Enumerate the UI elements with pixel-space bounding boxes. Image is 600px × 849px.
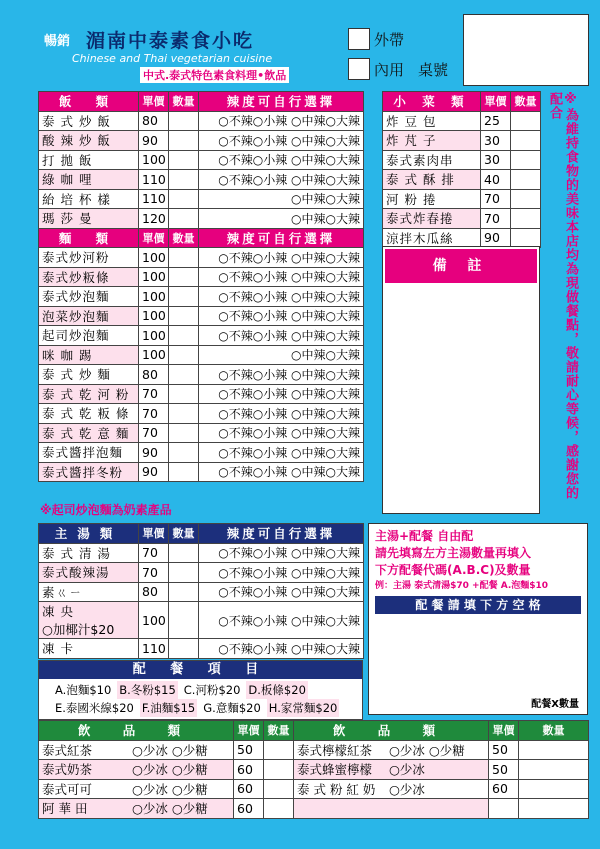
menu-row bbox=[39, 543, 364, 563]
item-name-line: 泰 式 清 湯 bbox=[42, 545, 111, 561]
item-price: 100 bbox=[139, 326, 169, 346]
drink-price: 50 bbox=[489, 760, 519, 780]
page-title: 湄南中泰素食小吃 bbox=[86, 30, 255, 52]
qty-heading: 數量 bbox=[169, 228, 199, 248]
rice-noodle-table bbox=[38, 91, 364, 482]
subtitle-zh: 中式.泰式特色素食料理•飲品 bbox=[140, 67, 289, 83]
drink-qty-field[interactable] bbox=[264, 760, 294, 780]
takeout-label: 外帶 bbox=[374, 30, 405, 49]
item-price: 25 bbox=[481, 111, 511, 131]
qty-heading: 數量 bbox=[169, 92, 199, 112]
drink-options[interactable]: ○少冰 ○少糖 bbox=[132, 781, 208, 797]
drink-qty-field[interactable] bbox=[519, 799, 589, 819]
drink-options[interactable]: ○少冰 bbox=[389, 762, 425, 778]
drink-qty-field[interactable] bbox=[264, 740, 294, 760]
table-label: 桌號 bbox=[418, 60, 449, 79]
menu-row bbox=[39, 248, 364, 268]
item-name: 泰式炒粄條 bbox=[39, 267, 139, 287]
item-name: 泰 式 乾 粄 條 bbox=[39, 404, 139, 424]
item-price: 70 bbox=[139, 543, 169, 563]
item-name: 泰式炒河粉 bbox=[39, 248, 139, 268]
item-price: 90 bbox=[139, 131, 169, 151]
menu-row bbox=[39, 602, 364, 639]
sides-row bbox=[53, 699, 348, 717]
table-header bbox=[39, 524, 364, 544]
item-price: 70 bbox=[481, 189, 511, 209]
item-qty-field[interactable] bbox=[169, 287, 199, 307]
item-qty-field[interactable] bbox=[169, 267, 199, 287]
menu-row bbox=[39, 189, 364, 209]
item-price: 100 bbox=[139, 150, 169, 170]
menu-row bbox=[39, 287, 364, 307]
spice-options[interactable]: ○不辣○小辣 ○中辣○大辣 bbox=[199, 365, 364, 385]
sides-block bbox=[38, 660, 363, 720]
drink-price: 60 bbox=[234, 760, 264, 780]
item-name: 綠 咖 哩 bbox=[39, 170, 139, 190]
menu-row bbox=[39, 443, 364, 463]
item-name bbox=[39, 563, 139, 583]
item-name: 泰 式 酥 排 bbox=[383, 170, 481, 190]
drink-item bbox=[39, 760, 234, 780]
menu-row bbox=[39, 365, 364, 385]
category-heading: 小 菜 類 bbox=[383, 92, 481, 112]
qty-heading: 數量 bbox=[511, 92, 541, 112]
item-qty-field[interactable] bbox=[169, 248, 199, 268]
combo-line3: 下方配餐代碼(A.B.C)及數量 bbox=[375, 563, 531, 577]
item-qty-field[interactable] bbox=[511, 189, 541, 209]
item-name bbox=[39, 582, 139, 602]
drink-item bbox=[39, 779, 234, 799]
item-price: 70 bbox=[139, 563, 169, 583]
category-heading: 主湯類 bbox=[39, 524, 139, 544]
price-heading: 單價 bbox=[139, 92, 169, 112]
item-name: 河 粉 捲 bbox=[383, 189, 481, 209]
spice-options[interactable]: ○不辣○小辣 ○中辣○大辣 bbox=[199, 563, 364, 583]
item-qty-field[interactable] bbox=[511, 111, 541, 131]
menu-row bbox=[39, 267, 364, 287]
spice-options[interactable]: ○中辣○大辣 bbox=[199, 209, 364, 229]
menu-row bbox=[39, 306, 364, 326]
item-qty-field[interactable] bbox=[169, 306, 199, 326]
table-header bbox=[39, 228, 364, 248]
drink-item bbox=[294, 779, 489, 799]
remarks-box[interactable] bbox=[382, 246, 540, 514]
item-qty-field[interactable] bbox=[169, 189, 199, 209]
drink-qty-field[interactable] bbox=[519, 760, 589, 780]
dinein-label: 內用 bbox=[374, 60, 405, 79]
price-heading: 單價 bbox=[139, 228, 169, 248]
spice-options[interactable]: ○不辣○小辣 ○中辣○大辣 bbox=[199, 111, 364, 131]
drink-item bbox=[39, 740, 234, 760]
item-price: 100 bbox=[139, 306, 169, 326]
item-qty-field[interactable] bbox=[511, 170, 541, 190]
menu-row bbox=[383, 170, 541, 190]
drink-options[interactable]: ○少冰 ○少糖 bbox=[132, 762, 208, 778]
item-price: 80 bbox=[139, 111, 169, 131]
item-qty-field[interactable] bbox=[169, 111, 199, 131]
item-price: 80 bbox=[139, 582, 169, 602]
drink-item bbox=[294, 740, 489, 760]
item-qty-field[interactable] bbox=[169, 423, 199, 443]
side-option[interactable]: E.泰國米線$20 bbox=[55, 701, 134, 715]
spice-heading: 辣度可自行選擇 bbox=[199, 524, 364, 544]
spice-options[interactable]: ○不辣○小辣 ○中辣○大辣 bbox=[199, 384, 364, 404]
item-addon: ○加椰汁$20 bbox=[42, 622, 115, 637]
item-price: 70 bbox=[139, 404, 169, 424]
subtitle-en: Chinese and Thai vegetarian cuisine bbox=[72, 52, 273, 65]
qty-heading: 數量 bbox=[519, 721, 589, 741]
menu-row bbox=[39, 209, 364, 229]
item-price: 90 bbox=[139, 443, 169, 463]
price-heading: 單價 bbox=[234, 721, 264, 741]
item-price: 100 bbox=[139, 267, 169, 287]
drink-qty-field[interactable] bbox=[264, 779, 294, 799]
menu-row bbox=[39, 345, 364, 365]
spice-options[interactable]: ○不辣○小辣 ○中辣○大辣 bbox=[199, 602, 364, 639]
item-name bbox=[39, 639, 139, 659]
drink-qty-field[interactable] bbox=[519, 740, 589, 760]
item-name: 泰式素肉串 bbox=[383, 150, 481, 170]
dinein-checkbox[interactable] bbox=[348, 58, 370, 80]
item-name: 瑪 莎 曼 bbox=[39, 209, 139, 229]
spice-options[interactable]: ○不辣○小辣 ○中辣○大辣 bbox=[199, 170, 364, 190]
spice-options[interactable]: ○不辣○小辣 ○中辣○大辣 bbox=[199, 443, 364, 463]
item-qty-field[interactable] bbox=[169, 443, 199, 463]
item-name: 泰 式 炒 麵 bbox=[39, 365, 139, 385]
takeout-checkbox[interactable] bbox=[348, 28, 370, 50]
item-qty-field[interactable] bbox=[169, 345, 199, 365]
sides-heading: 配 餐 項 目 bbox=[39, 661, 362, 679]
side-option[interactable]: F.油麵$15 bbox=[141, 701, 196, 715]
drink-item bbox=[294, 799, 489, 819]
drink-qty-field[interactable] bbox=[519, 779, 589, 799]
drink-options[interactable]: ○少冰 ○少糖 bbox=[132, 801, 208, 817]
item-qty-field[interactable] bbox=[169, 462, 199, 482]
item-name: 泰式醬拌泡麵 bbox=[39, 443, 139, 463]
drink-name: 阿 華 田 bbox=[42, 801, 88, 817]
snack-table bbox=[382, 91, 541, 248]
item-name: 涼拌木瓜絲 bbox=[383, 228, 481, 248]
item-name: 泰式炒泡麵 bbox=[39, 287, 139, 307]
menu-row bbox=[39, 423, 364, 443]
item-name: 咪 咖 踢 bbox=[39, 345, 139, 365]
item-name: 泰式醬拌冬粉 bbox=[39, 462, 139, 482]
combo-line1: 主湯+配餐 自由配 bbox=[375, 529, 474, 543]
drink-options[interactable]: ○少冰 ○少糖 bbox=[132, 742, 208, 758]
spice-options[interactable]: ○不辣○小辣 ○中辣○大辣 bbox=[199, 543, 364, 563]
spice-options[interactable]: ○不辣○小辣 ○中辣○大辣 bbox=[199, 462, 364, 482]
spice-options[interactable]: ○不辣○小辣 ○中辣○大辣 bbox=[199, 404, 364, 424]
dinein-option[interactable] bbox=[348, 58, 448, 80]
category-heading: 飲 品 類 bbox=[39, 721, 234, 741]
item-name: 打 拋 飯 bbox=[39, 150, 139, 170]
spice-options[interactable]: ○不辣○小辣 ○中辣○大辣 bbox=[199, 423, 364, 443]
spice-options[interactable]: ○不辣○小辣 ○中辣○大辣 bbox=[199, 248, 364, 268]
item-price: 70 bbox=[139, 384, 169, 404]
item-qty-field[interactable] bbox=[169, 170, 199, 190]
drink-name: 泰式奶茶 bbox=[42, 762, 93, 778]
menu-row bbox=[39, 111, 364, 131]
drink-row bbox=[39, 740, 589, 760]
spice-options[interactable]: ○不辣○小辣 ○中辣○大辣 bbox=[199, 150, 364, 170]
item-qty-field[interactable] bbox=[169, 404, 199, 424]
menu-row bbox=[39, 404, 364, 424]
item-price: 70 bbox=[481, 209, 511, 229]
combo-line2: 請先填寫左方主湯數量再填入 bbox=[375, 546, 532, 560]
qty-heading: 數量 bbox=[169, 524, 199, 544]
item-price: 100 bbox=[139, 345, 169, 365]
item-price: 100 bbox=[139, 602, 169, 639]
item-price: 40 bbox=[481, 170, 511, 190]
category-heading: 飯 類 bbox=[39, 92, 139, 112]
item-price: 90 bbox=[481, 228, 511, 248]
spice-options[interactable]: ○不辣○小辣 ○中辣○大辣 bbox=[199, 131, 364, 151]
side-option[interactable]: A.泡麵$10 bbox=[55, 683, 112, 697]
remarks-heading: 備 註 bbox=[385, 249, 537, 283]
side-option[interactable]: H.家常麵$20 bbox=[268, 701, 338, 715]
spice-options[interactable]: ○中辣○大辣 bbox=[199, 189, 364, 209]
combo-box bbox=[368, 523, 588, 715]
menu-row bbox=[39, 384, 364, 404]
logo: 暢銷 bbox=[44, 34, 71, 49]
table-header bbox=[39, 721, 589, 741]
spice-options[interactable]: ○不辣○小辣 ○中辣○大辣 bbox=[199, 326, 364, 346]
item-price: 80 bbox=[139, 365, 169, 385]
item-price: 30 bbox=[481, 131, 511, 151]
side-option[interactable]: B.冬粉$15 bbox=[119, 683, 176, 697]
item-name: 泰 式 乾 意 麵 bbox=[39, 423, 139, 443]
item-qty-field[interactable] bbox=[511, 228, 541, 248]
drink-row bbox=[39, 760, 589, 780]
item-qty-field[interactable] bbox=[169, 563, 199, 583]
drink-price: 50 bbox=[234, 740, 264, 760]
item-qty-field[interactable] bbox=[511, 209, 541, 229]
soup-table bbox=[38, 523, 364, 659]
item-qty-field[interactable] bbox=[169, 639, 199, 659]
menu-row bbox=[383, 209, 541, 229]
item-name: 泰 式 炒 飯 bbox=[39, 111, 139, 131]
menu-row bbox=[39, 462, 364, 482]
drink-row bbox=[39, 779, 589, 799]
menu-row bbox=[39, 326, 364, 346]
table-header bbox=[39, 92, 364, 112]
qty-heading: 數量 bbox=[264, 721, 294, 741]
spice-options[interactable]: ○不辣○小辣 ○中辣○大辣 bbox=[199, 639, 364, 659]
item-qty-field[interactable] bbox=[169, 209, 199, 229]
item-name-line: 凍 央 bbox=[42, 604, 74, 619]
spice-heading: 辣度可自行選擇 bbox=[199, 92, 364, 112]
item-price: 110 bbox=[139, 639, 169, 659]
category-heading: 麵 類 bbox=[39, 228, 139, 248]
item-qty-field[interactable] bbox=[169, 384, 199, 404]
item-name-line: 凍 卡 bbox=[42, 641, 74, 657]
item-name: 起司炒泡麵 bbox=[39, 326, 139, 346]
menu-row bbox=[39, 170, 364, 190]
price-heading: 單價 bbox=[489, 721, 519, 741]
drink-price bbox=[489, 799, 519, 819]
drink-name: 泰 式 粉 紅 奶 bbox=[297, 781, 376, 797]
item-price: 110 bbox=[139, 170, 169, 190]
spice-options[interactable]: ○不辣○小辣 ○中辣○大辣 bbox=[199, 287, 364, 307]
sides-row bbox=[53, 681, 348, 699]
menu-row bbox=[383, 228, 541, 248]
drink-name: 泰式檸檬紅茶 bbox=[297, 742, 373, 758]
item-qty-field[interactable] bbox=[169, 543, 199, 563]
spice-options[interactable]: ○中辣○大辣 bbox=[199, 345, 364, 365]
item-price: 100 bbox=[139, 287, 169, 307]
item-price: 120 bbox=[139, 209, 169, 229]
spice-options[interactable]: ○不辣○小辣 ○中辣○大辣 bbox=[199, 582, 364, 602]
item-price: 30 bbox=[481, 150, 511, 170]
item-name: 紿 培 杯 樣 bbox=[39, 189, 139, 209]
spice-options[interactable]: ○不辣○小辣 ○中辣○大辣 bbox=[199, 306, 364, 326]
item-qty-field[interactable] bbox=[169, 602, 199, 639]
drink-options[interactable]: ○少冰 ○少糖 bbox=[389, 742, 465, 758]
item-qty-field[interactable] bbox=[511, 150, 541, 170]
noodle-note: ※起司炒泡麵為奶素產品 bbox=[40, 503, 172, 517]
drink-price: 50 bbox=[489, 740, 519, 760]
item-name: 泰式炸春捲 bbox=[383, 209, 481, 229]
item-name: 泰 式 乾 河 粉 bbox=[39, 384, 139, 404]
item-price: 90 bbox=[139, 462, 169, 482]
combo-footer: 配餐X數量 bbox=[531, 699, 579, 710]
side-option[interactable]: G.意麵$20 bbox=[203, 701, 261, 715]
item-qty-field[interactable] bbox=[169, 365, 199, 385]
takeout-option[interactable] bbox=[348, 28, 404, 50]
item-qty-field[interactable] bbox=[169, 131, 199, 151]
drink-name: 泰式可可 bbox=[42, 781, 93, 797]
table-header bbox=[383, 92, 541, 112]
item-name-line: 泰式酸辣湯 bbox=[42, 565, 110, 581]
menu-row bbox=[39, 582, 364, 602]
side-option[interactable]: D.板條$20 bbox=[248, 683, 306, 697]
price-heading: 單價 bbox=[481, 92, 511, 112]
drink-price: 60 bbox=[234, 799, 264, 819]
drink-row bbox=[39, 799, 589, 819]
item-name: 炸 豆 包 bbox=[383, 111, 481, 131]
item-name: 炸 芃 子 bbox=[383, 131, 481, 151]
item-name: 泡菜炒泡麵 bbox=[39, 306, 139, 326]
menu-row bbox=[383, 150, 541, 170]
item-name-line: 素ㄍㄧ bbox=[42, 584, 83, 600]
menu-row bbox=[39, 150, 364, 170]
item-qty-field[interactable] bbox=[169, 326, 199, 346]
drink-name: 泰式紅茶 bbox=[42, 742, 93, 758]
price-heading: 單價 bbox=[139, 524, 169, 544]
item-name bbox=[39, 602, 139, 639]
item-qty-field[interactable] bbox=[169, 582, 199, 602]
drink-options[interactable]: ○少冰 bbox=[389, 781, 425, 797]
drink-price: 60 bbox=[489, 779, 519, 799]
menu-row bbox=[383, 189, 541, 209]
menu-row bbox=[383, 131, 541, 151]
menu-row bbox=[383, 111, 541, 131]
drink-price: 60 bbox=[234, 779, 264, 799]
side-note: ※為維持食物的美味本店均為現做餐點，敬請耐心等候，感謝您的配合 bbox=[547, 92, 578, 500]
item-qty-field[interactable] bbox=[511, 131, 541, 151]
item-name: 酸 辣 炒 飯 bbox=[39, 131, 139, 151]
category-heading: 飲 品 類 bbox=[294, 721, 489, 741]
combo-example: 例：主湯 泰式清湯$70 +配餐 A.泡麵$10 bbox=[375, 581, 549, 591]
drink-item bbox=[294, 760, 489, 780]
item-qty-field[interactable] bbox=[169, 150, 199, 170]
side-option[interactable]: C.河粉$20 bbox=[183, 683, 241, 697]
spice-heading: 辣度可自行選擇 bbox=[199, 228, 364, 248]
item-price: 100 bbox=[139, 248, 169, 268]
menu-row bbox=[39, 131, 364, 151]
drink-name: 泰式蜂蜜檸檬 bbox=[297, 762, 373, 778]
item-price: 70 bbox=[139, 423, 169, 443]
table-number-box[interactable] bbox=[463, 14, 589, 86]
menu-row bbox=[39, 563, 364, 583]
item-price: 110 bbox=[139, 189, 169, 209]
drinks-table bbox=[38, 720, 589, 819]
combo-blank-heading: 配 餐 請 填 下 方 空 格 bbox=[375, 596, 581, 614]
menu-row bbox=[39, 639, 364, 659]
spice-options[interactable]: ○不辣○小辣 ○中辣○大辣 bbox=[199, 267, 364, 287]
drink-item bbox=[39, 799, 234, 819]
item-name bbox=[39, 543, 139, 563]
drink-qty-field[interactable] bbox=[264, 799, 294, 819]
